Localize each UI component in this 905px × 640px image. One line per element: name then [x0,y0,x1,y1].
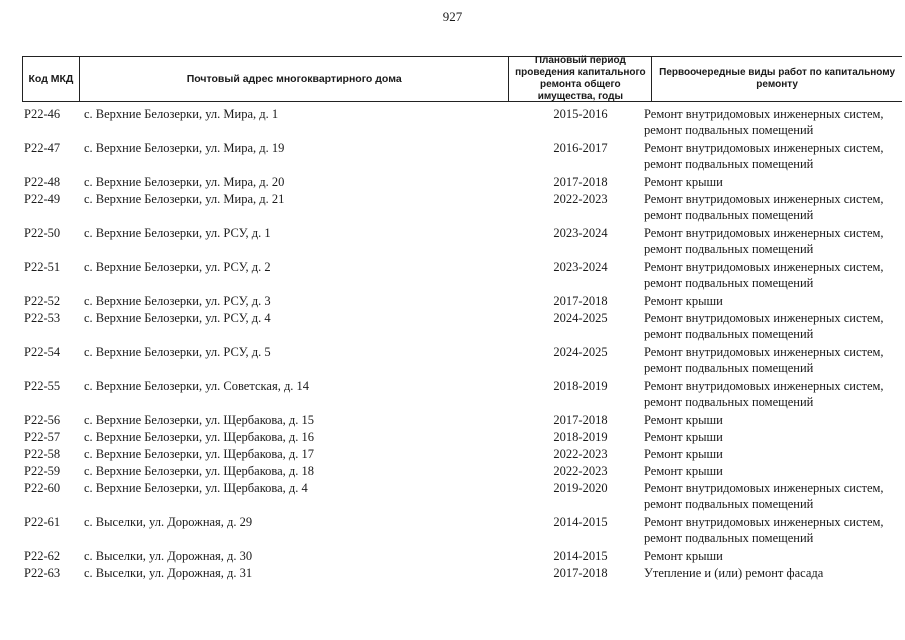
cell-works: Ремонт внутридомовых инженерных систем, [644,345,884,359]
cell-address: с. Выселки, ул. Дорожная, д. 31 [84,566,253,580]
table-row [22,225,902,259]
cell-code: Р22-61 [24,515,61,529]
cell-address: с. Верхние Белозерки, ул. Мира, д. 20 [84,175,285,189]
cell-code: Р22-63 [24,566,61,580]
cell-period: 2016-2017 [553,141,608,155]
cell-period: 2023-2024 [553,226,608,240]
cell-works: Ремонт внутридомовых инженерных систем, [644,379,884,393]
cell-works: ремонт подвальных помещений [644,208,814,222]
cell-address: с. Верхние Белозерки, ул. Щербакова, д. 15 [84,413,315,427]
cell-code: Р22-49 [24,192,61,206]
cell-address: с. Верхние Белозерки, ул. Щербакова, д. 16 [84,430,315,444]
cell-code: Р22-50 [24,226,61,240]
cell-works: Ремонт крыши [644,447,723,461]
cell-code: Р22-56 [24,413,61,427]
cell-works: Ремонт внутридомовых инженерных систем, [644,260,884,274]
cell-works: ремонт подвальных помещений [644,531,814,545]
cell-code: Р22-55 [24,379,61,393]
cell-code: Р22-47 [24,141,61,155]
cell-period: 2017-2018 [553,294,608,308]
table-row [22,174,902,191]
cell-works: ремонт подвальных помещений [644,327,814,341]
cell-address: с. Верхние Белозерки, ул. Мира, д. 21 [84,192,285,206]
cell-works: Ремонт крыши [644,464,723,478]
cell-address: с. Верхние Белозерки, ул. Мира, д. 19 [84,141,285,155]
cell-code: Р22-52 [24,294,61,308]
cell-works: ремонт подвальных помещений [644,276,814,290]
table-row [22,378,902,412]
cell-address: с. Верхние Белозерки, ул. Щербакова, д. 18 [84,464,315,478]
cell-works: Ремонт внутридомовых инженерных систем, [644,515,884,529]
header-address: Почтовый адрес многоквартирного дома [80,57,510,101]
table-row [22,565,902,582]
cell-period: 2017-2018 [553,566,608,580]
cell-period: 2014-2015 [553,515,608,529]
table-row [22,293,902,310]
cell-code: Р22-46 [24,107,61,121]
cell-code: Р22-60 [24,481,61,495]
table-row [22,191,902,225]
cell-works: Ремонт внутридомовых инженерных систем, [644,192,884,206]
cell-period: 2018-2019 [553,379,608,393]
cell-period: 2023-2024 [553,260,608,274]
cell-period: 2017-2018 [553,413,608,427]
table-row [22,463,902,480]
cell-address: с. Верхние Белозерки, ул. РСУ, д. 1 [84,226,271,240]
cell-address: с. Верхние Белозерки, ул. РСУ, д. 2 [84,260,271,274]
header-works: Первоочередные виды работ по капитальному ремонту [659,67,896,90]
cell-code: Р22-51 [24,260,61,274]
cell-works: Ремонт крыши [644,413,723,427]
cell-period: 2022-2023 [553,192,608,206]
cell-works: Ремонт крыши [644,549,723,563]
cell-code: Р22-53 [24,311,61,325]
cell-period: 2017-2018 [553,175,608,189]
table-row [22,344,902,378]
cell-code: Р22-62 [24,549,61,563]
cell-period: 2019-2020 [553,481,608,495]
table-row [22,548,902,565]
cell-period: 2022-2023 [553,464,608,478]
table-body [22,106,902,582]
cell-address: с. Выселки, ул. Дорожная, д. 30 [84,549,253,563]
cell-address: с. Верхние Белозерки, ул. РСУ, д. 3 [84,294,271,308]
header-code: Код МКД [23,57,80,101]
cell-works: Ремонт крыши [644,294,723,308]
cell-works: ремонт подвальных помещений [644,497,814,511]
cell-period: 2024-2025 [553,345,608,359]
cell-code: Р22-57 [24,430,61,444]
cell-period: 2022-2023 [553,447,608,461]
cell-works: Ремонт внутридомовых инженерных систем, [644,141,884,155]
cell-works: ремонт подвальных помещений [644,123,814,137]
header-period: Плановый период проведения капитального ремонта общего имущества, годы [509,57,652,101]
cell-address: с. Верхние Белозерки, ул. Советская, д. 14 [84,379,310,393]
cell-works: Утепление и (или) ремонт фасада [644,566,824,580]
table-header [22,56,902,102]
cell-period: 2018-2019 [553,430,608,444]
cell-works: ремонт подвальных помещений [644,361,814,375]
table-row [22,106,902,140]
table-row [22,480,902,514]
cell-works: Ремонт внутридомовых инженерных систем, [644,481,884,495]
cell-period: 2024-2025 [553,311,608,325]
page-number: 927 [442,9,463,24]
cell-works: Ремонт внутридомовых инженерных систем, [644,311,884,325]
table-row [22,310,902,344]
cell-period: 2014-2015 [553,549,608,563]
cell-works: ремонт подвальных помещений [644,157,814,171]
table-row [22,259,902,293]
table-row [22,446,902,463]
cell-period: 2015-2016 [553,107,608,121]
table-row [22,514,902,548]
cell-works: ремонт подвальных помещений [644,395,814,409]
cell-address: с. Верхние Белозерки, ул. Щербакова, д. 4 [84,481,308,495]
table-row [22,412,902,429]
cell-works: Ремонт крыши [644,175,723,189]
cell-code: Р22-48 [24,175,61,189]
cell-address: с. Верхние Белозерки, ул. РСУ, д. 5 [84,345,271,359]
cell-works: Ремонт внутридомовых инженерных систем, [644,107,884,121]
table-row [22,140,902,174]
cell-code: Р22-58 [24,447,61,461]
table-row [22,429,902,446]
cell-code: Р22-54 [24,345,61,359]
cell-address: с. Выселки, ул. Дорожная, д. 29 [84,515,253,529]
cell-works: Ремонт внутридомовых инженерных систем, [644,226,884,240]
cell-works: ремонт подвальных помещений [644,242,814,256]
cell-works: Ремонт крыши [644,430,723,444]
cell-code: Р22-59 [24,464,61,478]
cell-address: с. Верхние Белозерки, ул. РСУ, д. 4 [84,311,271,325]
cell-address: с. Верхние Белозерки, ул. Щербакова, д. 17 [84,447,315,461]
cell-address: с. Верхние Белозерки, ул. Мира, д. 1 [84,107,279,121]
